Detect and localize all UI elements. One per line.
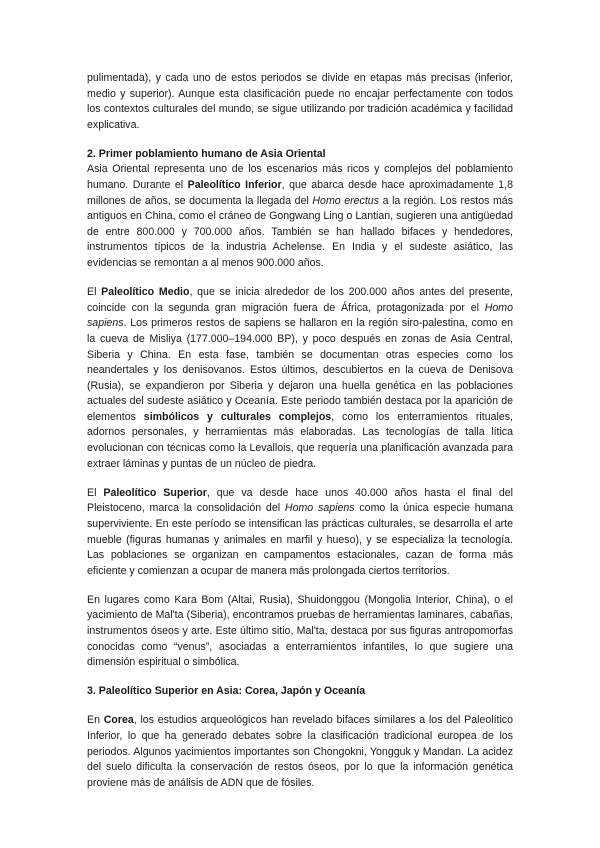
text: El <box>87 286 102 299</box>
bold-term: Paleolítico Medio <box>101 286 190 299</box>
text: , que abarca desde hace aproximadamente 1,8 millones de años, se documenta la llegada del <box>87 179 513 207</box>
bold-term: Corea <box>103 714 134 727</box>
document-body <box>87 71 513 791</box>
text: , que se inicia alrededor de los 200.000 años antes del presente, coincide con la segunda gran migración fuera de África, protagonizada por el <box>87 286 514 314</box>
text: Asia Oriental representa uno de los escenarios más ricos y complejos del poblamiento humano. Durante el <box>87 163 513 192</box>
paragraph-classification: pulimentada), y cada uno de estos periodos se divide en etapas más precisas (inferior, medio y superior). Aunque esta clasificación puede no encajar perfectamente con todos los contextos culturales del mundo, se sigue utilizando por tradición académica y facilidad explicativa. <box>87 72 513 131</box>
section-heading-3: 3. Paleolítico Superior en Asia: Corea, Japón y Oceanía <box>87 685 366 698</box>
paragraph-upper-paleolithic <box>87 486 513 580</box>
bold-term: Paleolítico Inferior <box>187 179 282 192</box>
section-heading-2: 2. Primer poblamiento humano de Asia Oriental <box>87 147 326 160</box>
italic-term: Homo sapiens <box>284 502 355 515</box>
text: , como los enterramientos rituales, adornos personales, y herramientas más elaboradas. Las tecnologías de talla lítica evolucionan con técnicas como la Levallois, que requería una planificación avanzada para extraer láminas y puntas de un núcleo de piedra. <box>87 410 513 470</box>
paragraph-sites: En lugares como Kara Bom (Altai, Rusia), Shuidonggou (Mongolia Interior, China), o el yacimiento de Mal'ta (Siberia), encontramos pruebas de herramientas laminares, cabañas, instrumentos óseos y arte. Este último sitio, Mal'ta, destaca por sus figuras antropomorfas conocidas como “venus”, asociadas a enterramientos infantiles, lo que sugiere una dimensión espiritual o simbólica. <box>87 593 513 669</box>
text: . Los primeros restos de sapiens se hallaron en la región siro-palestina, como en la cueva de Misliya (177.000–194.000 BP), y poco después en zonas de Asia Central, Siberia y China. En esta fase, también se documentan otras especies como los neandertales y los denisovanos. Estos últimos, descubiertos en la cueva de Denisova (Rusia), se expandieron por Siberia y dejaron una huella genética en las poblaciones actuales del sudeste asiático y Oceanía. Este periodo también destaca por la aparición de elementos <box>87 317 513 423</box>
italic-term: Homo sapiens <box>87 301 513 330</box>
paragraph-middle-paleolithic <box>87 285 513 472</box>
text: , que va desde hace unos 40.000 años hasta el final del Pleistoceno, marca la consolidación del <box>87 486 513 515</box>
text: a la región. Los restos más antiguos en China, como el cráneo de Gongwang Ling o Lantian, sugieren una antigüedad de entre 800.000 y 700.000 años. También se han hallado bifaces y hendedores, instrumentos típicos de la industria Achelense. En India y el sudeste asiático, las evidencias se remontan a al menos 900.000 años. <box>87 194 513 270</box>
text: , los estudios arqueológicos han revelado bifaces similares a los del Paleolítico Inferior, lo que ha generado debates sobre la clasificación tradicional europea de los periodos. Algunos yacimientos importantes son Chongokni, Yongguk y Mandan. La acidez del suelo dificulta la conservación de restos óseos, por lo que la información genética proviene más de análisis de ADN que de fósiles. <box>87 714 514 789</box>
text: como la única especie humana superviviente. En este período se intensifican las prácticas culturales, se desarrolla el arte mueble (figuras humanas y animales en marfil y hueso), y se especializa la tecnología. Las poblaciones se organizan en campamentos estacionales, cazan de forma más eficiente y comienzan a ocupar de manera más prolongada ciertos territorios. <box>87 502 514 577</box>
text: El <box>87 486 104 499</box>
paragraph-lower-paleolithic <box>87 162 513 271</box>
italic-term: Homo erectus <box>312 194 379 207</box>
text: En <box>87 714 104 727</box>
bold-term: Paleolítico Superior <box>103 486 207 499</box>
paragraph-korea <box>87 713 513 791</box>
bold-term: simbólicos y culturales complejos <box>143 410 332 423</box>
